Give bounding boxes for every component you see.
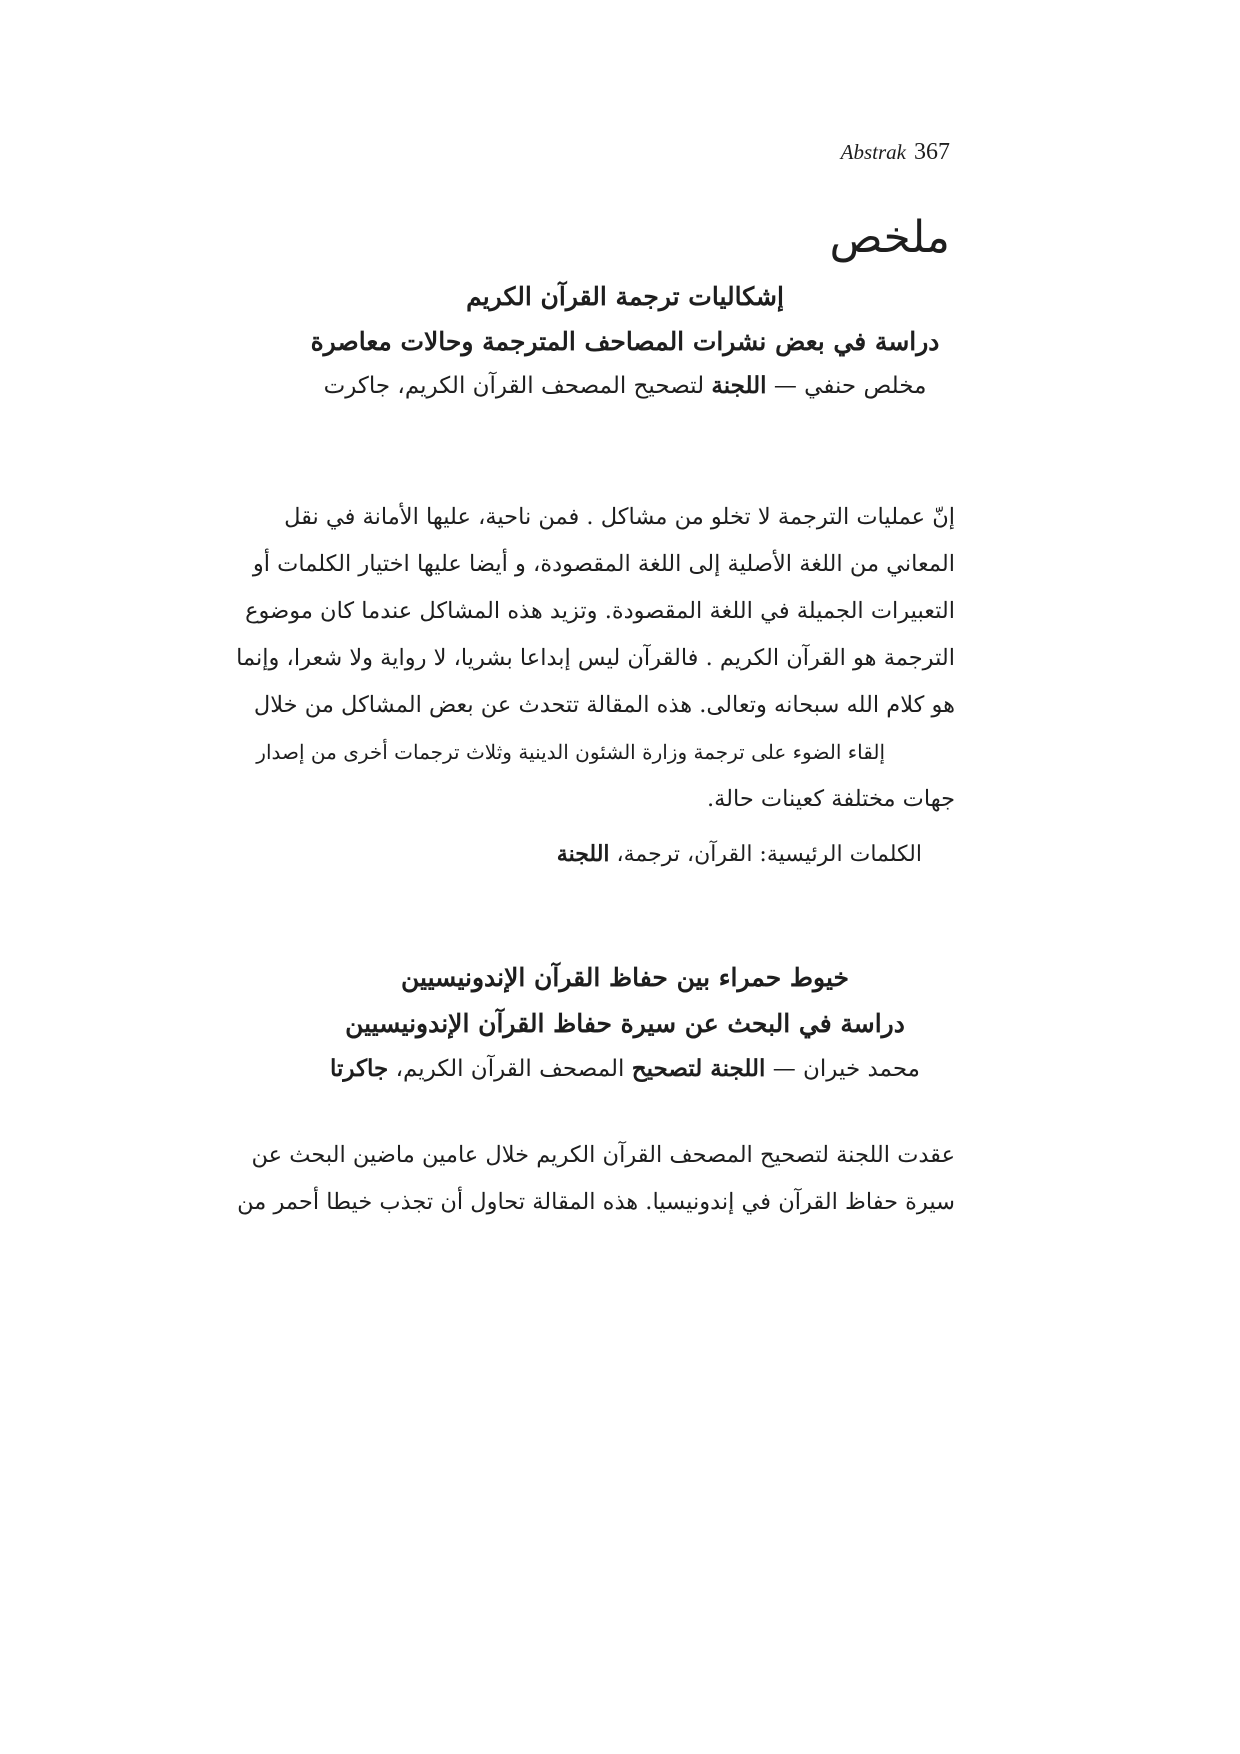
page-number: 367 xyxy=(914,139,950,165)
article1-abstract xyxy=(236,494,955,823)
abstract-line: إنّ عمليات الترجمة لا تخلو من مشاكل . فمن ناحية، عليها الأمانة في نقل xyxy=(284,504,955,530)
article2-title: خيوط حمراء بين حفاظ القرآن الإندونيسيين xyxy=(401,963,849,992)
article2-affiliation: المصحف القرآن الكريم، xyxy=(395,1056,625,1082)
abstract-line: هو كلام الله سبحانه وتعالى. هذه المقالة تتحدث عن بعض المشاكل من خلال xyxy=(253,692,955,718)
article2-author: محمد خيران — xyxy=(772,1056,921,1082)
abstract-line: عقدت اللجنة لتصحيح المصحف القرآن الكريم خلال عامين ماضين البحث عن xyxy=(251,1142,955,1168)
article1-subtitle: دراسة في بعض نشرات المصاحف المترجمة وحالات معاصرة xyxy=(310,327,940,356)
abstract-line: التعبيرات الجميلة في اللغة المقصودة. وتزيد هذه المشاكل عندما كان موضوع xyxy=(245,598,955,624)
article2-affiliation-city: جاكرتا xyxy=(329,1055,389,1082)
article2-affiliation-bold: اللجنة لتصحيح xyxy=(631,1055,766,1082)
article2-author-line xyxy=(285,1052,965,1086)
article1-title: إشكاليات ترجمة القرآن الكريم xyxy=(466,282,784,311)
abstract-line: جهات مختلفة كعينات حالة. xyxy=(706,786,955,812)
abstract-line: المعاني من اللغة الأصلية إلى اللغة المقصودة، و أيضا عليها اختيار الكلمات أو xyxy=(252,551,955,577)
section-title: ملخص xyxy=(829,212,950,263)
article1-affiliation-bold: اللجنة xyxy=(711,372,767,399)
article2-abstract xyxy=(237,1132,955,1226)
article1-author: مخلص حنفي — xyxy=(773,373,927,399)
abstract-line: إلقاء الضوء على ترجمة وزارة الشئون الدينية وثلاث ترجمات أخرى من إصدار xyxy=(256,740,885,764)
article1-keywords xyxy=(557,836,922,873)
abstract-line: الترجمة هو القرآن الكريم . فالقرآن ليس إبداعا بشريا، لا رواية ولا شعرا، وإنما xyxy=(236,645,955,671)
keywords-bold: اللجنة xyxy=(556,841,610,867)
abstract-line: سيرة حفاظ القرآن في إندونيسيا. هذه المقالة تحاول أن تجذب خيطا أحمر من xyxy=(237,1189,955,1215)
article2-subtitle: دراسة في البحث عن سيرة حفاظ القرآن الإندونيسيين xyxy=(345,1009,905,1038)
article1-author-line xyxy=(285,369,965,403)
header-word: Abstrak xyxy=(840,140,906,164)
article1-affiliation: لتصحيح المصحف القرآن الكريم، جاكرت xyxy=(323,373,705,399)
keywords-label: الكلمات الرئيسية: القرآن، ترجمة، xyxy=(616,842,922,867)
running-header xyxy=(841,137,950,167)
